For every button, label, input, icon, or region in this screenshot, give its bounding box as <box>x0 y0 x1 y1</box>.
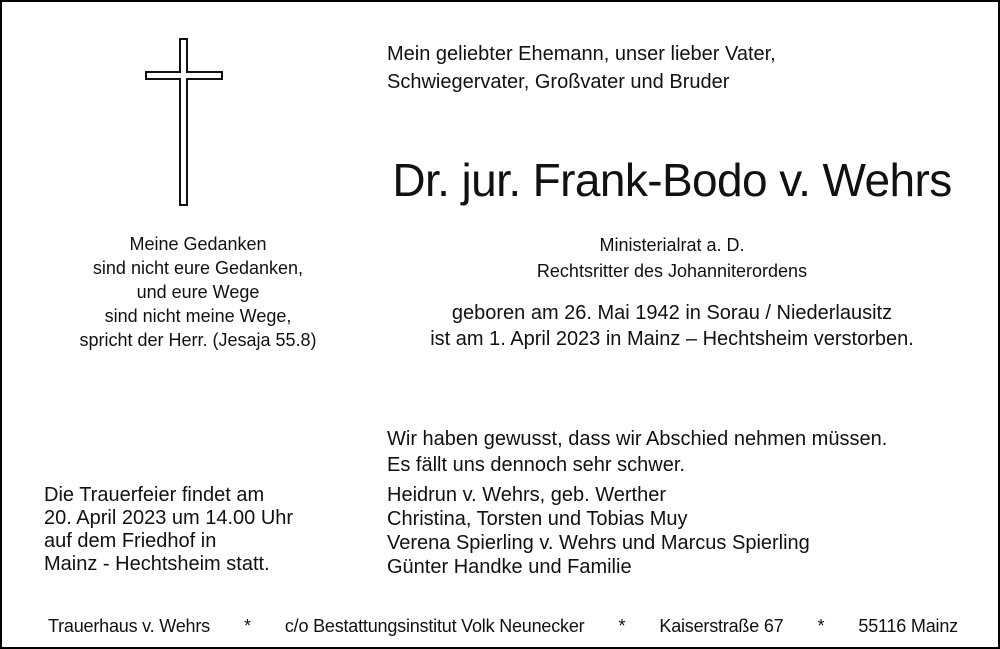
footer-house: Trauerhaus v. Wehrs <box>48 616 210 636</box>
mourner-line: Christina, Torsten und Tobias Muy <box>387 508 688 530</box>
intro-text <box>387 40 776 96</box>
intro-line: Mein geliebter Ehemann, unser lieber Vater, <box>387 43 776 65</box>
footer-separator: * <box>618 616 626 636</box>
funeral-line: 20. April 2023 um 14.00 Uhr <box>44 507 294 529</box>
title-line: Ministerialrat a. D. <box>599 235 745 255</box>
verse-line: und eure Wege <box>136 282 260 302</box>
title-line: Rechtsritter des Johanniterordens <box>536 261 808 281</box>
farewell-text <box>387 426 887 478</box>
life-dates <box>342 300 1000 352</box>
deceased-name: Dr. jur. Frank-Bodo v. Wehrs <box>392 154 952 206</box>
mourner-line: Verena Spierling v. Wehrs und Marcus Spierling <box>387 532 810 554</box>
verse-line: Meine Gedanken <box>129 234 267 254</box>
footer-address <box>48 614 958 638</box>
footer-city: 55116 Mainz <box>858 616 958 636</box>
mourners-list <box>387 483 810 579</box>
verse-line: sind nicht eure Gedanken, <box>92 258 304 278</box>
mourner-line: Heidrun v. Wehrs, geb. Werther <box>387 484 667 506</box>
funeral-line: Die Trauerfeier findet am <box>44 484 265 506</box>
verse-line: spricht der Herr. (Jesaja 55.8) <box>79 330 317 350</box>
farewell-line: Es fällt uns dennoch sehr schwer. <box>387 454 685 476</box>
birth-line: geboren am 26. Mai 1942 in Sorau / Niederlausitz <box>451 302 893 324</box>
mourner-line: Günter Handke und Familie <box>387 556 632 578</box>
deceased-titles <box>342 232 1000 284</box>
footer-separator: * <box>817 616 825 636</box>
funeral-line: auf dem Friedhof in <box>44 530 217 552</box>
footer-street: Kaiserstraße 67 <box>659 616 784 636</box>
intro-line: Schwiegervater, Großvater und Bruder <box>387 71 730 93</box>
bible-verse <box>22 232 374 352</box>
funeral-line: Mainz - Hechtsheim statt. <box>44 553 270 575</box>
footer-separator: * <box>244 616 251 636</box>
death-line: ist am 1. April 2023 in Mainz – Hechtsheim verstorben. <box>430 328 914 350</box>
funeral-info <box>44 484 293 576</box>
footer-care-of: c/o Bestattungsinstitut Volk Neunecker <box>284 616 585 636</box>
verse-line: sind nicht meine Wege, <box>104 306 292 326</box>
latin-cross-icon <box>145 38 223 206</box>
farewell-line: Wir haben gewusst, dass wir Abschied nehmen müssen. <box>387 428 888 450</box>
